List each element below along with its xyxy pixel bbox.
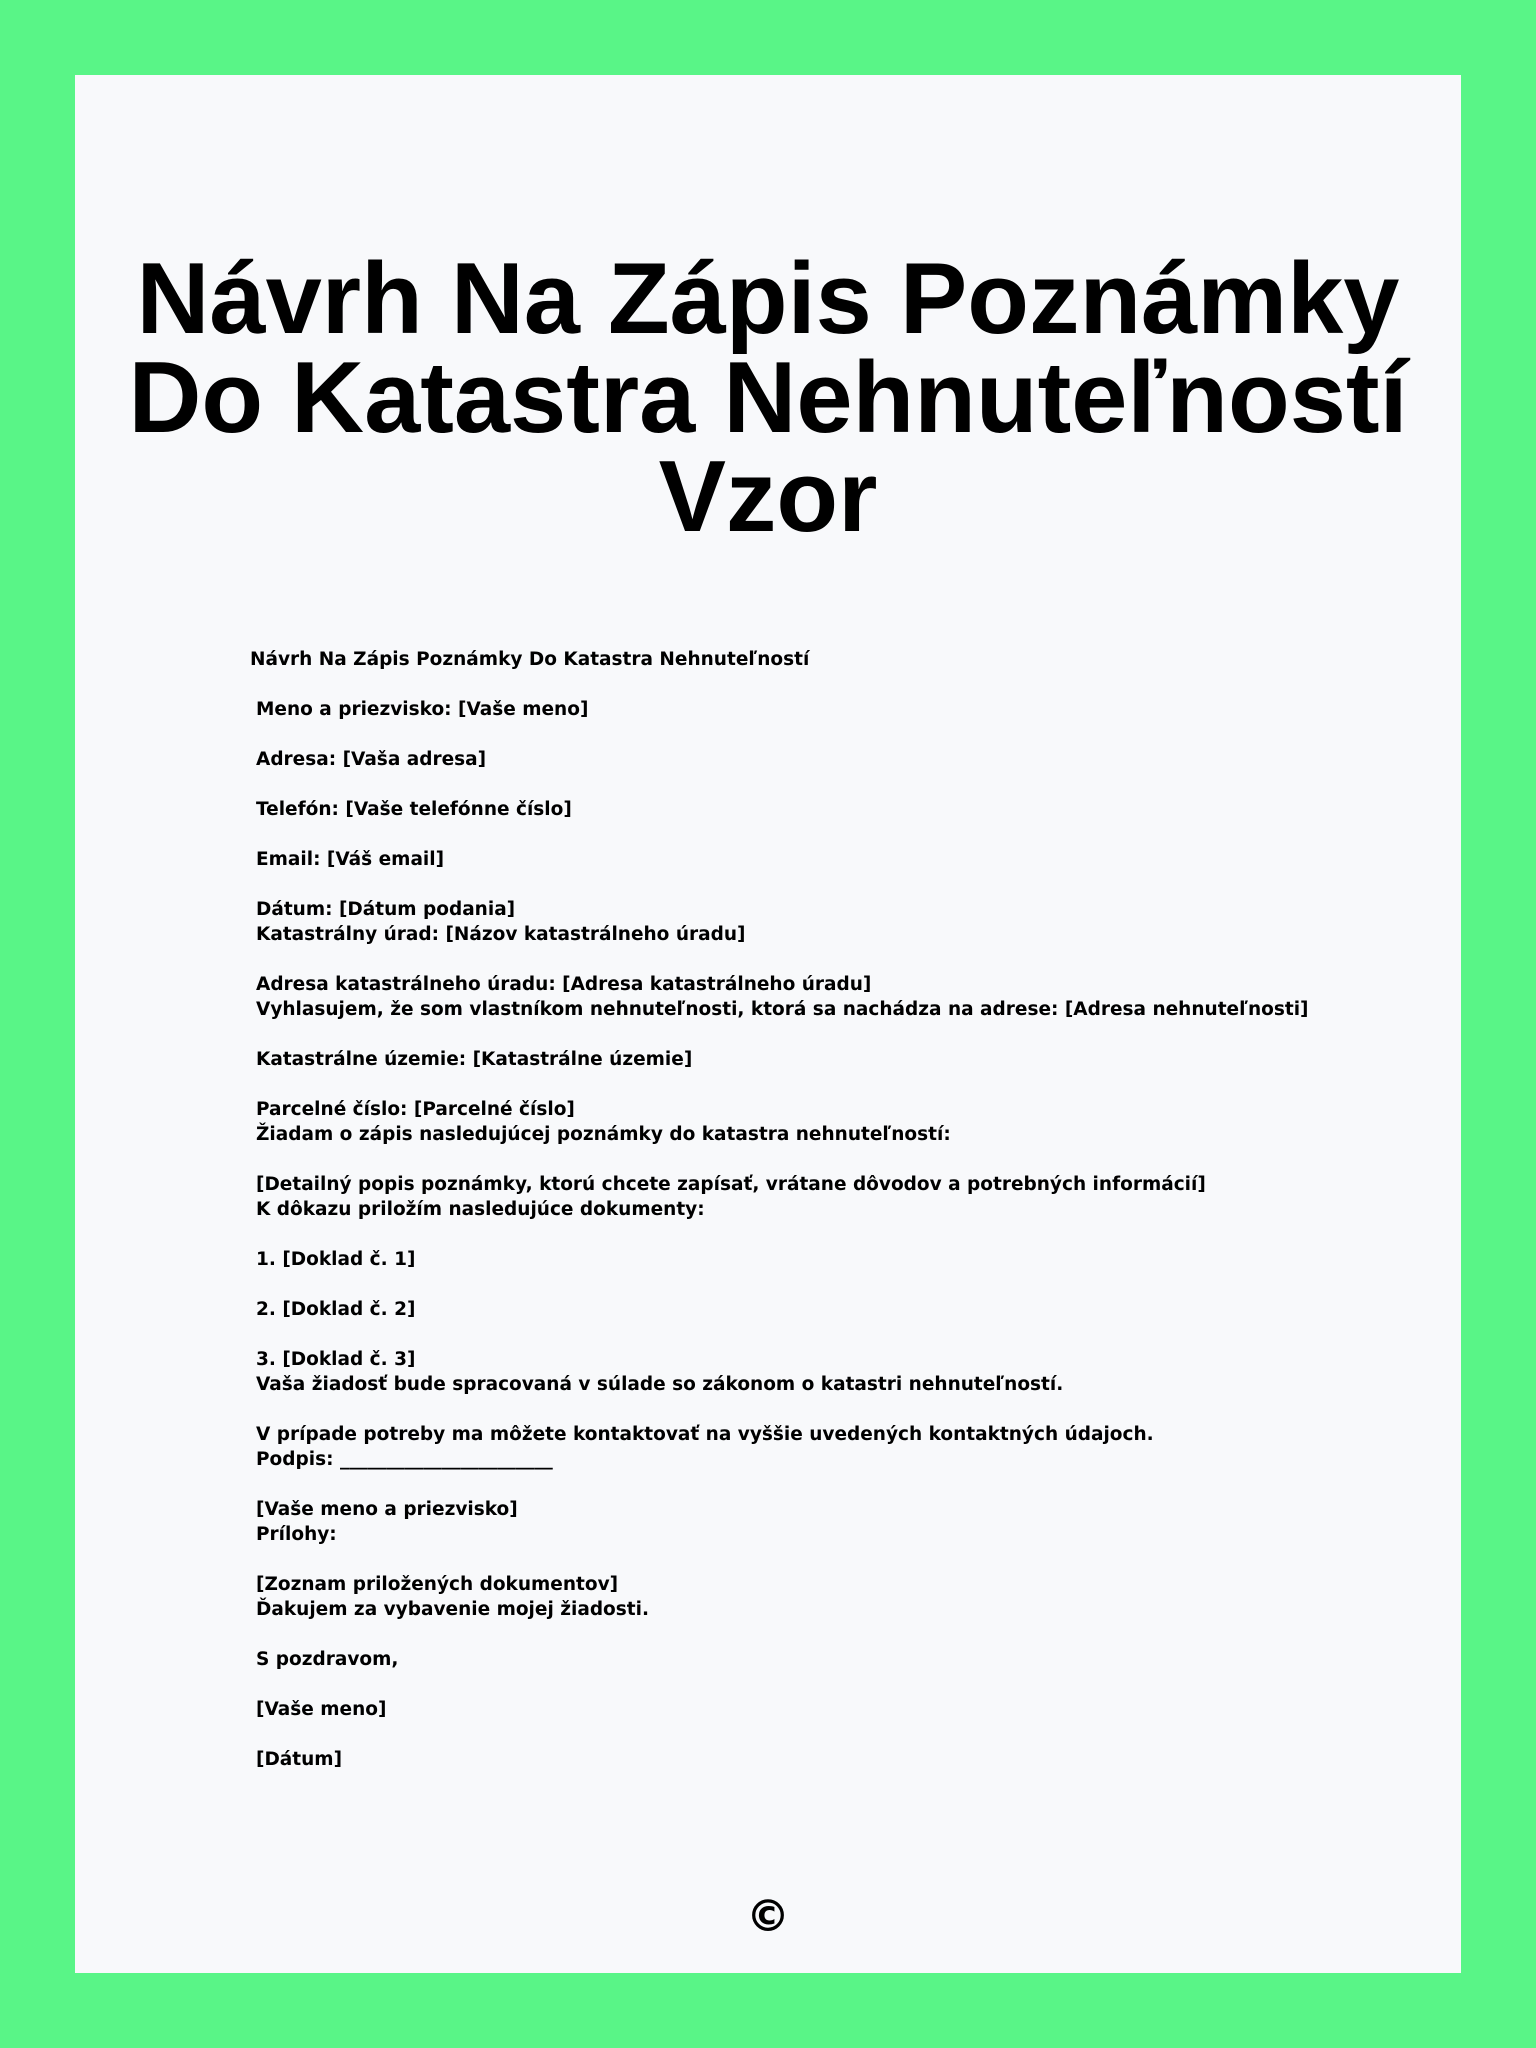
page-title <box>75 243 1461 553</box>
document-item-2: 2. [Doklad č. 2] <box>256 1299 416 1320</box>
request-line: Žiadam o zápis nasledujúcej poznámky do katastra nehnuteľností: <box>256 1124 951 1145</box>
signature-line: Podpis: _______________________ <box>256 1449 553 1470</box>
closing-name-line: [Vaše meno] <box>256 1699 387 1720</box>
phone-line: Telefón: [Vaše telefónne číslo] <box>256 799 572 820</box>
address-line: Adresa: [Vaša adresa] <box>256 749 487 770</box>
spacer <box>250 1147 1350 1172</box>
spacer <box>250 1622 1350 1647</box>
spacer <box>250 1222 1350 1247</box>
description-line: [Detailný popis poznámky, ktorú chcete zapísať, vrátane dôvodov a potrebných informácií] <box>256 1174 1206 1195</box>
spacer <box>250 822 1350 847</box>
spacer <box>250 1547 1350 1572</box>
spacer <box>250 1472 1350 1497</box>
spacer <box>250 1397 1350 1422</box>
attachments-line: Prílohy: <box>256 1524 337 1545</box>
spacer <box>250 1272 1350 1297</box>
spacer <box>250 1722 1350 1747</box>
closing-date-line: [Dátum] <box>256 1749 343 1770</box>
spacer <box>250 1322 1350 1347</box>
office-line: Katastrálny úrad: [Názov katastrálneho úradu] <box>256 924 746 945</box>
date-line: Dátum: [Dátum podania] <box>256 899 516 920</box>
document-item-3: 3. [Doklad č. 3] <box>256 1349 416 1370</box>
spacer <box>250 672 1350 697</box>
spacer <box>250 872 1350 897</box>
declaration-line: Vyhlasujem, že som vlastníkom nehnuteľnosti, ktorá sa nachádza na adrese: [Adresa nehnuteľnosti] <box>256 999 1309 1020</box>
title-line-3: Vzor <box>658 441 878 553</box>
spacer <box>250 1672 1350 1697</box>
name-line: Meno a priezvisko: [Vaše meno] <box>256 699 589 720</box>
spacer <box>250 1022 1350 1047</box>
processing-line: Vaša žiadosť bude spracovaná v súlade so zákonom o katastri nehnuteľností. <box>256 1374 1064 1395</box>
document-body <box>250 647 1350 1772</box>
closing-line: S pozdravom, <box>256 1649 399 1670</box>
spacer <box>250 722 1350 747</box>
territory-line: Katastrálne územie: [Katastrálne územie] <box>256 1049 693 1070</box>
document-heading: Návrh Na Zápis Poznámky Do Katastra Nehnuteľností <box>250 649 810 670</box>
spacer <box>250 772 1350 797</box>
attachments-list-line: [Zoznam priložených dokumentov] <box>256 1574 619 1595</box>
spacer <box>250 947 1350 972</box>
evidence-line: K dôkazu priložím nasledujúce dokumenty: <box>256 1199 705 1220</box>
thanks-line: Ďakujem za vybavenie mojej žiadosti. <box>256 1599 649 1620</box>
parcel-line: Parcelné číslo: [Parcelné číslo] <box>256 1099 575 1120</box>
signer-line: [Vaše meno a priezvisko] <box>256 1499 518 1520</box>
contact-line: V prípade potreby ma môžete kontaktovať na vyššie uvedených kontaktných údajoch. <box>256 1424 1154 1445</box>
office-address-line: Adresa katastrálneho úradu: [Adresa katastrálneho úradu] <box>256 974 872 995</box>
email-line: Email: [Váš email] <box>256 849 445 870</box>
spacer <box>250 1072 1350 1097</box>
title-line-1: Návrh Na Zápis Poznámky <box>136 243 1400 355</box>
document-item-1: 1. [Doklad č. 1] <box>256 1249 416 1270</box>
title-line-2: Do Katastra Nehnuteľností <box>128 342 1408 454</box>
copyright-icon: © <box>746 1891 790 1942</box>
document-page <box>75 75 1461 1973</box>
